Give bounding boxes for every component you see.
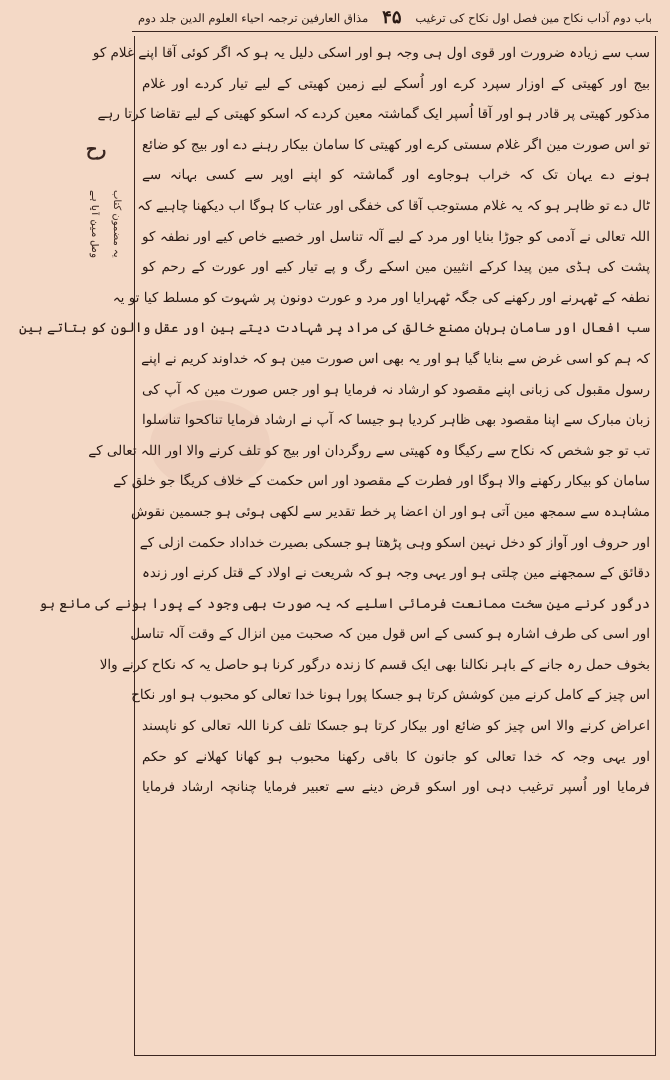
text-line: اور اسی کی طرف اشارہ ہو کسی کے اس قول مین کہ صحبت مین انزال کے وقت آلہ تناسل (130, 626, 650, 643)
text-line: سامان کو بیکار رکھنے والا ہوگا اور فطرت کے مقصود اور اس حکمت کے خلاف کریگا جو خلق کے (113, 473, 650, 490)
text-line: بیج اور کھیتی کے اوزار سپرد کرے اور اُسکے لیے زمین کھیتی کے لیے تیار کردے اور غلام (142, 75, 650, 92)
text-line: درگور کرنے مین سخت ممانعت فرمائی اسلیے کہ یہ صورت بھی وجود کے پورا ہونے کی مانع ہو (39, 595, 650, 612)
text-line: بخوف حمل رہ جانے کے باہر نکالنا بھی ایک قسم کا زندہ درگور کرنا ہو حاصل یہ کہ نکاح کرنے والا (99, 656, 650, 673)
header-book-title: مذاق العارفین ترجمہ احیاء العلوم الدین جلد دوم (138, 10, 369, 25)
text-line: دقائق کے سمجھنے مین چلتی ہو اور یہی وجہ ہو کہ شریعت نے اولاد کے قتل کرنے اور زندہ (142, 565, 650, 582)
text-line: اللہ تعالی نے آدمی کو جوڑا بنایا اور مرد کے لیے آلہ تناسل اور خصیے خاص کیے اور نطفہ کو (142, 228, 650, 245)
text-line: تب تو جو شخص کہ نکاح سے رکیگا وہ کھیتی سے روگردان اور بیج کو تلف کرنے والا اور اللہ تعالی کے (88, 442, 650, 459)
margin-note-line: یہ مضمون کتاب (111, 190, 122, 258)
margin-note-line: وصل مین آیا ہے (89, 189, 100, 258)
page-header (132, 4, 658, 32)
margin-note (66, 140, 126, 258)
text-line: مشاہدہ سے سمجھ مین آتی ہو اور ان اعضا پر خط تقدیر سے لکھی ہوئی ہو جسمین نقوش (130, 503, 650, 520)
text-line: اعراض کرنے والا اس چیز کو ضائع اور بیکار کرتا ہو جسکا تلف کرنا اللہ تعالی کو ناپسند (142, 718, 650, 735)
text-line: ٹال دے تو ظاہر ہو کہ یہ غلام مستوجب آقا کی خفگی اور عتاب کا ہوگا اب دیکھنا چاہیے کہ (137, 197, 650, 214)
text-line: زبان مبارک سے اپنا مقصود بھی ظاہر کردیا ہو جیسا کہ آپ نے ارشاد فرمایا تناکحوا تناسلوا (142, 412, 650, 429)
text-line: سب سے زیادہ ضرورت اور قوی اول ہی وجہ ہو اور اسکی دلیل یہ ہو کہ اگر کوئی آقا اپنے غلام کو (92, 45, 650, 61)
page-number: ۴۵ (382, 7, 402, 28)
text-line: ہونے دے یہان تک کہ خراب ہوجاوے اور گماشتہ کو اپنے اوپر سے کسی بہانہ سے (142, 167, 650, 184)
text-line: پشت کی ہڈی مین پیدا کرکے انثیین مین اسکے رگ و پے تیار کیے اور عورت کے رحم کو (142, 259, 650, 276)
text-line: اور حروف اور آواز کو دخل نہین اسکو وہی پڑھتا ہو جسکی بصیرت خداداد حکمت ازلی کے (139, 534, 650, 551)
text-line: اور یہی وجہ کہ خدا تعالی کو جانون کا باقی رکھنا محبوب ہو کھانا کھلانے کو حکم (142, 748, 650, 765)
text-line: فرمایا اور اُسپر ترغیب دہی اور اسکو قرض دینے سے تعبیر فرمایا چنانچہ ارشاد فرمایا (142, 779, 650, 796)
text-line: رسول مقبول کی زبانی اپنے مقصود کو ارشاد نہ فرمایا ہو اور جس صورت مین کہ آپ کی (142, 381, 650, 398)
margin-note-heading: رح (85, 139, 107, 160)
text-line: سب افعال اور سامان برہان مصنع خالق کی مراد پر شہادت دیتے ہین اور عقل والون کو بتاتے ہین (19, 320, 650, 337)
text-line: تو اس صورت مین اگر غلام سستی کرے اور کھیتی کا سامان بیکار رہنے دے اور بیج کو ضائع (142, 136, 650, 153)
text-line: اس چیز کے کامل کرنے مین کوشش کرتا ہو جسکا پورا ہونا خدا تعالی کو محبوب ہو اور نکاح (131, 687, 650, 704)
text-line: نطفہ کے ٹھہرنے اور رکھنے کی جگہ ٹھہرایا اور مرد و عورت دونون پر شہوت کو مسلط کیا تو یہ (112, 289, 650, 306)
text-line: کہ ہم کو اسی غرض سے بنایا گیا ہو اور یہ بھی اس صورت مین ہو کہ خداوند کریم نے اپنے (141, 350, 650, 367)
text-line: مذکور کھیتی پر قادر ہو اور آقا اُسپر ایک گماشتہ معین کردے کہ اسکو کھیتی کے لیے تقاضا کرتا رہے (97, 106, 650, 123)
header-chapter-title: باب دوم آداب نکاح مین فصل اول نکاح کی ترغیب (415, 10, 652, 25)
